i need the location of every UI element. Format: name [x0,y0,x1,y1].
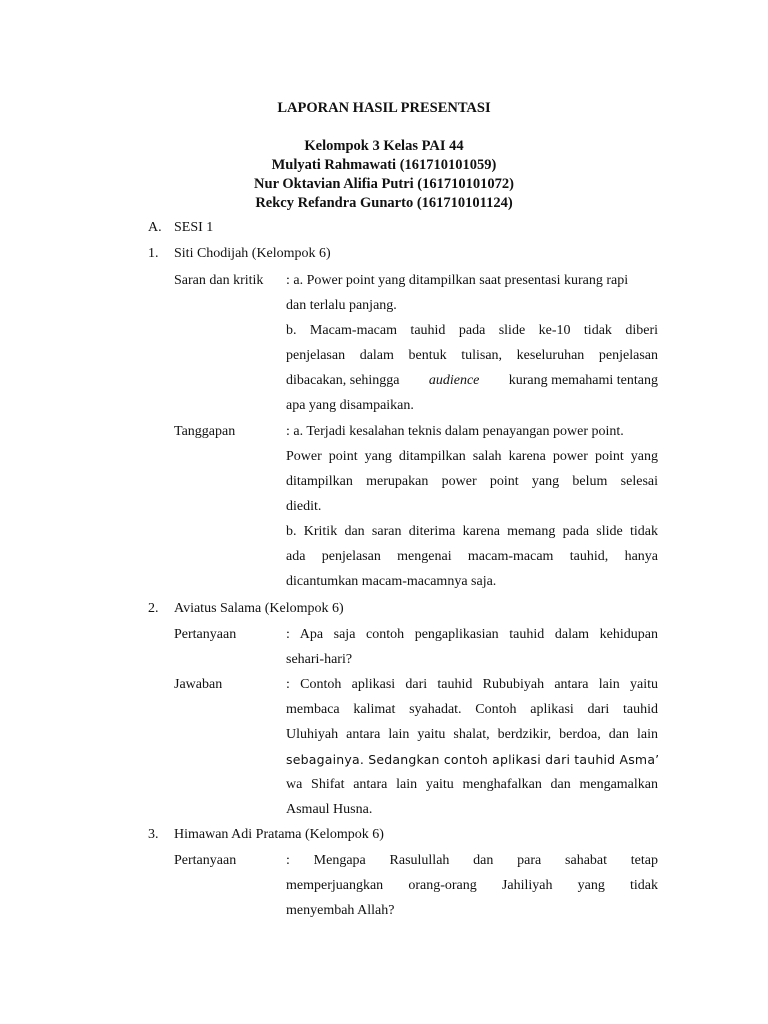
group-info [0,137,768,213]
entry-line: memperjuangkan orang-orang Jahiliyah yang tidak [286,878,658,893]
item-number: 3. [148,827,159,842]
entry-label: Jawaban [174,677,223,692]
entry-line: : a. Power point yang ditampilkan saat presentasi kurang rapi [286,273,629,288]
entry-line: menyembah Allah? [286,903,395,918]
item-number: 1. [148,246,159,261]
item-name: Himawan Adi Pratama (Kelompok 6) [174,827,384,842]
entry-line: : Apa saja contoh pengaplikasian tauhid dalam kehidupan [286,627,658,642]
section-title: SESI 1 [174,220,214,235]
entry-line: Uluhiyah antara lain yaitu shalat, berdzikir, berdoa, dan lain [286,727,658,742]
entry-line: : Mengapa Rasulullah dan para sahabat tetap [286,853,658,868]
entry-line: sebagainya. Sedangkan contoh aplikasi dari tauhid Asma’ [286,752,660,767]
entry-label: Tanggapan [174,424,236,439]
entry-line: dan terlalu panjang. [286,298,397,313]
entry-line: Power point yang ditampilkan salah karena power point yang [286,449,658,464]
entry-line: : a. Terjadi kesalahan teknis dalam penayangan power point. [286,424,624,439]
entry-line: sehari-hari? [286,652,353,667]
text-run: dibacakan, sehingga [286,373,400,388]
group-line: Rekcy Refandra Gunarto (161710101124) [255,195,513,211]
entry-line: wa Shifat antara lain yaitu menghafalkan dan mengamalkan [286,777,658,792]
text-run: kurang memahami tentang [508,373,658,388]
entry-line [286,372,658,390]
entry-line: apa yang disampaikan. [286,398,414,413]
entry-line: ada penjelasan mengenai macam-macam tauhid, hanya [286,549,658,564]
item-name: Aviatus Salama (Kelompok 6) [174,601,344,616]
entry-line: b. Kritik dan saran diterima karena memang pada slide tidak [286,524,658,539]
group-line: Mulyati Rahmawati (161710101059) [271,157,497,173]
entry-line: : Contoh aplikasi dari tauhid Rububiyah antara lain yaitu [286,677,658,692]
entry-line: b. Macam-macam tauhid pada slide ke-10 tidak diberi [286,323,658,338]
text-run-italic: audience [428,373,480,388]
item-number: 2. [148,601,159,616]
entry-line: ditampilkan merupakan power point yang belum selesai [286,474,658,489]
entry-line: membaca kalimat syahadat. Contoh aplikasi dari tauhid [286,702,658,717]
group-line: Kelompok 3 Kelas PAI 44 [304,138,464,154]
entry-line: diedit. [286,499,322,514]
section-letter: A. [148,220,162,235]
item-name: Siti Chodijah (Kelompok 6) [174,246,331,261]
entry-label: Saran dan kritik [174,273,264,288]
entry-label: Pertanyaan [174,853,237,868]
entry-line: Asmaul Husna. [286,802,373,817]
group-line: Nur Oktavian Alifia Putri (161710101072) [254,176,514,192]
entry-line: dicantumkan macam-macamnya saja. [286,574,497,589]
report-title: LAPORAN HASIL PRESENTASI [277,100,491,116]
entry-label: Pertanyaan [174,627,237,642]
entry-line: penjelasan dalam bentuk tulisan, keseluruhan penjelasan [286,348,658,363]
